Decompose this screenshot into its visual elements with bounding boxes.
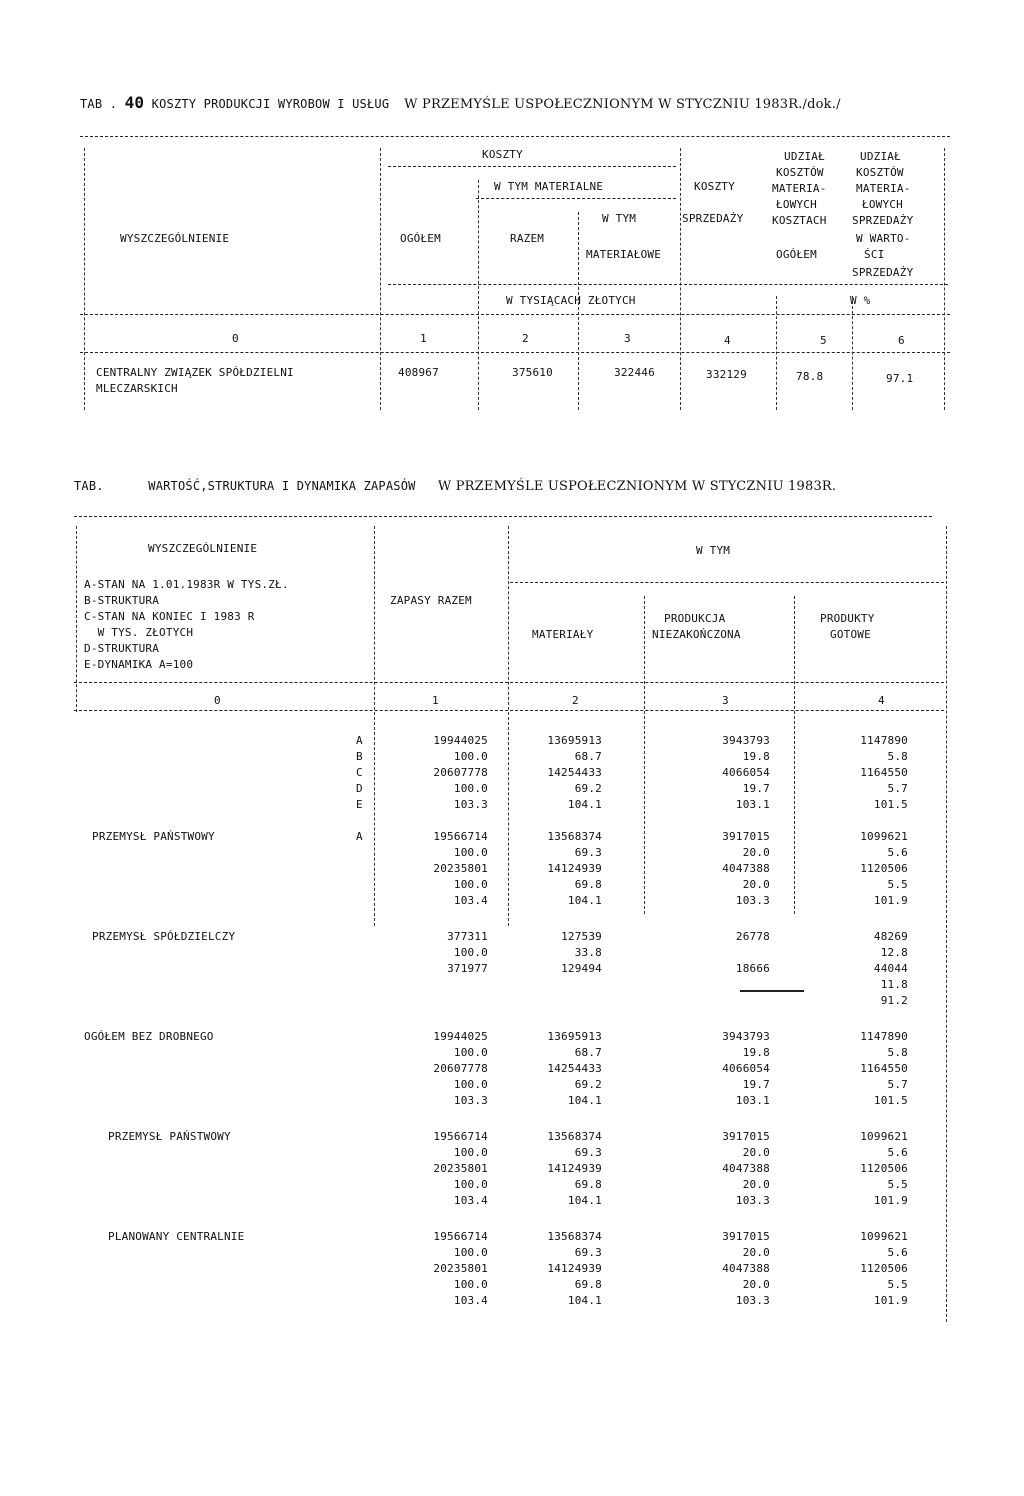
table2-group-label: OGÓŁEM BEZ DROBNEGO xyxy=(84,1030,214,1043)
table1-header-materialowe: MATERIAŁOWE xyxy=(586,248,662,261)
table2-cell: 20607778 xyxy=(433,766,488,779)
table1-col-label: WYSZCZEGÓLNIENIE xyxy=(120,232,230,245)
table1-udzial2-l2: KOSZTÓW xyxy=(856,166,904,179)
table2-cell: 11.8 xyxy=(880,978,908,991)
table2-cell: 101.9 xyxy=(873,1194,908,1207)
table2-cell: 3943793 xyxy=(722,734,770,747)
table2-header-zapasy: ZAPASY RAZEM xyxy=(390,594,472,607)
table2-cell: 19566714 xyxy=(433,830,488,843)
table2-cell: 4047388 xyxy=(722,1262,770,1275)
table1-colnum-3: 3 xyxy=(624,332,631,345)
table1-top-rule xyxy=(80,136,950,137)
table2-cell: 103.3 xyxy=(453,1094,488,1107)
table1-cell-5: 78.8 xyxy=(796,370,824,383)
table1-vrule-6 xyxy=(852,296,853,410)
table2-cell: 19.8 xyxy=(742,1046,770,1059)
table2-cell: 4047388 xyxy=(722,862,770,875)
table2-cell: 5.5 xyxy=(887,1178,908,1191)
table2-cell: 101.9 xyxy=(873,894,908,907)
table2-cell: 19566714 xyxy=(433,1230,488,1243)
table1-vrule-left xyxy=(84,148,85,410)
table2-cell: 103.3 xyxy=(735,1194,770,1207)
table1-udzial2-l6: W WARTO- xyxy=(856,232,911,245)
table2-cell: 101.9 xyxy=(873,1294,908,1307)
table1-colnum-5: 5 xyxy=(820,334,827,347)
table1-header-razem: RAZEM xyxy=(510,232,545,245)
table2-cell: 100.0 xyxy=(453,750,488,763)
table2-cell: 14254433 xyxy=(547,766,602,779)
table2-vrule-3 xyxy=(644,596,645,914)
table2-colnum-rule xyxy=(74,710,944,711)
table2-cell: 26778 xyxy=(735,930,770,943)
table2-cell: 3917015 xyxy=(722,1130,770,1143)
table2-cell: 5.5 xyxy=(887,1278,908,1291)
table2-cell: 104.1 xyxy=(567,1094,602,1107)
table2-cell: 18666 xyxy=(735,962,770,975)
table2-cell: 5.7 xyxy=(887,782,908,795)
table2-legend-e: E-DYNAMIKA A=100 xyxy=(84,658,194,671)
table1-colnum-1: 1 xyxy=(420,332,427,345)
table2-row-letter: B xyxy=(356,750,363,763)
table1-udzial2-l8: SPRZEDAŻY xyxy=(852,266,914,279)
table1-colnum-4: 4 xyxy=(724,334,731,347)
table2-legend-b: B-STRUKTURA xyxy=(84,594,160,607)
table2-cell: 103.4 xyxy=(453,894,488,907)
table2-cell: 20235801 xyxy=(433,1262,488,1275)
table2-cell: 377311 xyxy=(447,930,488,943)
table2-cell: 100.0 xyxy=(453,1046,488,1059)
table2-cell: 20235801 xyxy=(433,1162,488,1175)
table2-row-letter: A xyxy=(356,734,363,747)
table2-cell: 4066054 xyxy=(722,1062,770,1075)
table2-cell: 20.0 xyxy=(742,1146,770,1159)
table1-colnum-rule xyxy=(80,352,950,353)
table2-colnum-4: 4 xyxy=(878,694,885,707)
table2-group-label: PLANOWANY CENTRALNIE xyxy=(108,1230,245,1243)
table1-title: TAB . 40 KOSZTY PRODUKCJI WYROBOW I USŁUG W PRZEMYŚLE USPOŁECZNIONYM W STYCZNIU 1983R./dok./ xyxy=(80,93,841,112)
table2-cell: 100.0 xyxy=(453,782,488,795)
table2-group-label: PRZEMYSŁ SPÓŁDZIELCZY xyxy=(92,930,236,943)
table2-cell: 100.0 xyxy=(453,946,488,959)
table2-vrule-right xyxy=(946,526,947,1322)
table2-cell: 69.3 xyxy=(574,1146,602,1159)
table1-udzial1-l5: KOSZTACH xyxy=(772,214,827,227)
table2-cell: 69.8 xyxy=(574,1278,602,1291)
table1-header-koszty-sprzedazy-1: KOSZTY xyxy=(694,180,735,193)
table1-cell-1: 408967 xyxy=(398,366,439,379)
table2-cell: 20.0 xyxy=(742,1178,770,1191)
table2-cell: 103.4 xyxy=(453,1194,488,1207)
table2-cell: 100.0 xyxy=(453,1146,488,1159)
table2-cell: 1164550 xyxy=(860,766,908,779)
table1-vrule-2 xyxy=(478,180,479,410)
table2-cell: 100.0 xyxy=(453,1278,488,1291)
table2-cell: 69.2 xyxy=(574,1078,602,1091)
table1-udzial1-l3: MATERIA- xyxy=(772,182,827,195)
table2-cell: 13568374 xyxy=(547,1230,602,1243)
table2-cell: 69.8 xyxy=(574,1178,602,1191)
table2-cell: 91.2 xyxy=(880,994,908,1007)
table1-vrule-3 xyxy=(578,212,579,410)
table2-row-letter: C xyxy=(356,766,363,779)
table2-vrule-1 xyxy=(374,526,375,926)
table2-cell: 4066054 xyxy=(722,766,770,779)
table2-cell: 104.1 xyxy=(567,894,602,907)
table2-vrule-left xyxy=(76,526,77,712)
table2-cell: 5.7 xyxy=(887,1078,908,1091)
table2-header-bottom-rule xyxy=(74,682,944,683)
table2-top-rule xyxy=(74,516,932,517)
table2-group-label: PRZEMYSŁ PAŃSTWOWY xyxy=(108,1130,231,1143)
table2-cell: 14254433 xyxy=(547,1062,602,1075)
table2-cell: 69.8 xyxy=(574,878,602,891)
table1-cell-2: 375610 xyxy=(512,366,553,379)
table2-cell: 103.1 xyxy=(735,798,770,811)
table2-legend-c: C-STAN NA KONIEC I 1983 R xyxy=(84,610,255,623)
table2-cell: 101.5 xyxy=(873,1094,908,1107)
table2-colnum-1: 1 xyxy=(432,694,439,707)
table2-legend-a: A-STAN NA 1.01.1983R W TYS.ZŁ. xyxy=(84,578,289,591)
table2-colnum-0: 0 xyxy=(214,694,221,707)
table1-udzial2-l4: ŁOWYCH xyxy=(862,198,903,211)
table2-cell: 14124939 xyxy=(547,862,602,875)
table2-cell: 69.3 xyxy=(574,846,602,859)
table2-cell: 3917015 xyxy=(722,1230,770,1243)
table2-cell: 104.1 xyxy=(567,1294,602,1307)
table2-cell: 103.3 xyxy=(735,1294,770,1307)
table2-cell: 33.8 xyxy=(574,946,602,959)
table2-col-label: WYSZCZEGÓLNIENIE xyxy=(148,542,258,555)
table1-udzial2-l3: MATERIA- xyxy=(856,182,911,195)
table1-header-wtym-materialne: W TYM MATERIALNE xyxy=(494,180,604,193)
table2-cell: 20.0 xyxy=(742,846,770,859)
table2-cell: 5.5 xyxy=(887,878,908,891)
table2-cell: 1164550 xyxy=(860,1062,908,1075)
table2-cell: 1147890 xyxy=(860,734,908,747)
table2-cell: 129494 xyxy=(561,962,602,975)
table2-cell: 1099621 xyxy=(860,1130,908,1143)
table1-vrule-1 xyxy=(380,148,381,410)
table2-cell: 5.6 xyxy=(887,1146,908,1159)
table2-header-produkcja: PRODUKCJA xyxy=(664,612,726,625)
table2-cell: 1120506 xyxy=(860,862,908,875)
table2-cell: 103.3 xyxy=(453,798,488,811)
table2-cell: 20.0 xyxy=(742,1246,770,1259)
table2-cell: 100.0 xyxy=(453,1246,488,1259)
table2-cell: 13695913 xyxy=(547,1030,602,1043)
table2-header-gotowe: GOTOWE xyxy=(830,628,871,641)
table1-udzial1-l6: OGÓŁEM xyxy=(776,248,817,261)
table1-header-rule-1 xyxy=(388,166,676,167)
table1-header-pct: W % xyxy=(850,294,871,307)
table1-udzial2-l1: UDZIAŁ xyxy=(860,150,901,163)
table2-cell: 19944025 xyxy=(433,734,488,747)
table2-cell: 1147890 xyxy=(860,1030,908,1043)
table2-cell: 5.8 xyxy=(887,750,908,763)
table2-cell: 1120506 xyxy=(860,1162,908,1175)
table2-header-produkty: PRODUKTY xyxy=(820,612,875,625)
table2-cell: 14124939 xyxy=(547,1262,602,1275)
table2-cell: 127539 xyxy=(561,930,602,943)
table1-udzial1-l2: KOSZTÓW xyxy=(776,166,824,179)
table2-cell: 19944025 xyxy=(433,1030,488,1043)
table2-cell: 69.3 xyxy=(574,1246,602,1259)
table1-colnum-6: 6 xyxy=(898,334,905,347)
table2-underline-mark xyxy=(740,990,804,992)
table1-vrule-5 xyxy=(776,296,777,410)
table2-cell: 19566714 xyxy=(433,1130,488,1143)
table1-vrule-right xyxy=(944,148,945,410)
table1-cell-4: 332129 xyxy=(706,368,747,381)
table2-cell: 13695913 xyxy=(547,734,602,747)
table1-cell-3: 322446 xyxy=(614,366,655,379)
table2-header-niezakonczona: NIEZAKOŃCZONA xyxy=(652,628,741,641)
table2-vrule-4 xyxy=(794,596,795,914)
table2-cell: 68.7 xyxy=(574,1046,602,1059)
table2-cell: 20235801 xyxy=(433,862,488,875)
table1-udzial2-l5: SPRZEDAŻY xyxy=(852,214,914,227)
table2-cell: 13568374 xyxy=(547,830,602,843)
table2-cell: 44044 xyxy=(873,962,908,975)
table2-cell: 100.0 xyxy=(453,846,488,859)
table2-cell: 3917015 xyxy=(722,830,770,843)
table2-cell: 19.7 xyxy=(742,782,770,795)
table2-cell: 69.2 xyxy=(574,782,602,795)
table2-cell: 1099621 xyxy=(860,1230,908,1243)
table2-cell: 1120506 xyxy=(860,1262,908,1275)
table2-legend-d: D-STRUKTURA xyxy=(84,642,160,655)
table1-vrule-4 xyxy=(680,148,681,410)
table2-cell: 20607778 xyxy=(433,1062,488,1075)
table2-row-letter: D xyxy=(356,782,363,795)
table1-header-rule-2 xyxy=(476,198,676,199)
table2-cell: 20.0 xyxy=(742,1278,770,1291)
table1-colnum-2: 2 xyxy=(522,332,529,345)
table2-group-label: PRZEMYSŁ PAŃSTWOWY xyxy=(92,830,215,843)
table2-header-wtym: W TYM xyxy=(696,544,731,557)
table2-cell: 5.6 xyxy=(887,846,908,859)
table2-cell: 68.7 xyxy=(574,750,602,763)
table2-cell: 104.1 xyxy=(567,1194,602,1207)
table2-legend-c2: W TYS. ZŁOTYCH xyxy=(84,626,194,639)
table2-cell: 103.4 xyxy=(453,1294,488,1307)
table2-header-rule-1 xyxy=(510,582,944,583)
table2-cell: 12.8 xyxy=(880,946,908,959)
table2-cell: 3943793 xyxy=(722,1030,770,1043)
table2-row-letter: A xyxy=(356,830,363,843)
table1-header-bottom-rule xyxy=(80,314,950,315)
table2-cell: 1099621 xyxy=(860,830,908,843)
table1-header-unit: W TYSIĄCACH ZŁOTYCH xyxy=(506,294,636,307)
table2-cell: 4047388 xyxy=(722,1162,770,1175)
table1-header-ogolem: OGÓŁEM xyxy=(400,232,441,245)
table1-row-label-1: CENTRALNY ZWIĄZEK SPÓŁDZIELNI xyxy=(96,366,294,379)
table1-colnum-0: 0 xyxy=(232,332,239,345)
table1-header-koszty-sprzedazy-2: SPRZEDAŻY xyxy=(682,212,744,225)
table2-cell: 103.3 xyxy=(735,894,770,907)
table2-colnum-2: 2 xyxy=(572,694,579,707)
table1-udzial1-l4: ŁOWYCH xyxy=(776,198,817,211)
table2-cell: 100.0 xyxy=(453,1078,488,1091)
table2-cell: 100.0 xyxy=(453,878,488,891)
table2-cell: 100.0 xyxy=(453,1178,488,1191)
table1-udzial1-l1: UDZIAŁ xyxy=(784,150,825,163)
table2-cell: 13568374 xyxy=(547,1130,602,1143)
table1-cell-6: 97.1 xyxy=(886,372,914,385)
table2-cell: 371977 xyxy=(447,962,488,975)
table2-cell: 20.0 xyxy=(742,878,770,891)
table2-cell: 48269 xyxy=(873,930,908,943)
table2-cell: 19.7 xyxy=(742,1078,770,1091)
table2-cell: 5.6 xyxy=(887,1246,908,1259)
table1-row-label-2: MLECZARSKICH xyxy=(96,382,178,395)
table1-header-wtym: W TYM xyxy=(602,212,637,225)
table2-cell: 14124939 xyxy=(547,1162,602,1175)
table1-header-koszty: KOSZTY xyxy=(482,148,523,161)
table2-row-letter: E xyxy=(356,798,363,811)
table1-header-rule-3 xyxy=(388,284,948,285)
table2-cell: 104.1 xyxy=(567,798,602,811)
table2-colnum-3: 3 xyxy=(722,694,729,707)
table2-cell: 103.1 xyxy=(735,1094,770,1107)
table2-cell: 5.8 xyxy=(887,1046,908,1059)
table2-cell: 19.8 xyxy=(742,750,770,763)
table2-cell: 101.5 xyxy=(873,798,908,811)
table1-udzial2-l7: ŚCI xyxy=(864,248,885,261)
table2-header-materialy: MATERIAŁY xyxy=(532,628,594,641)
table2-title: TAB. WARTOŚĆ,STRUKTURA I DYNAMIKA ZAPASÓW W PRZEMYŚLE USPOŁECZNIONYM W STYCZNIU 1983R. xyxy=(74,479,837,494)
